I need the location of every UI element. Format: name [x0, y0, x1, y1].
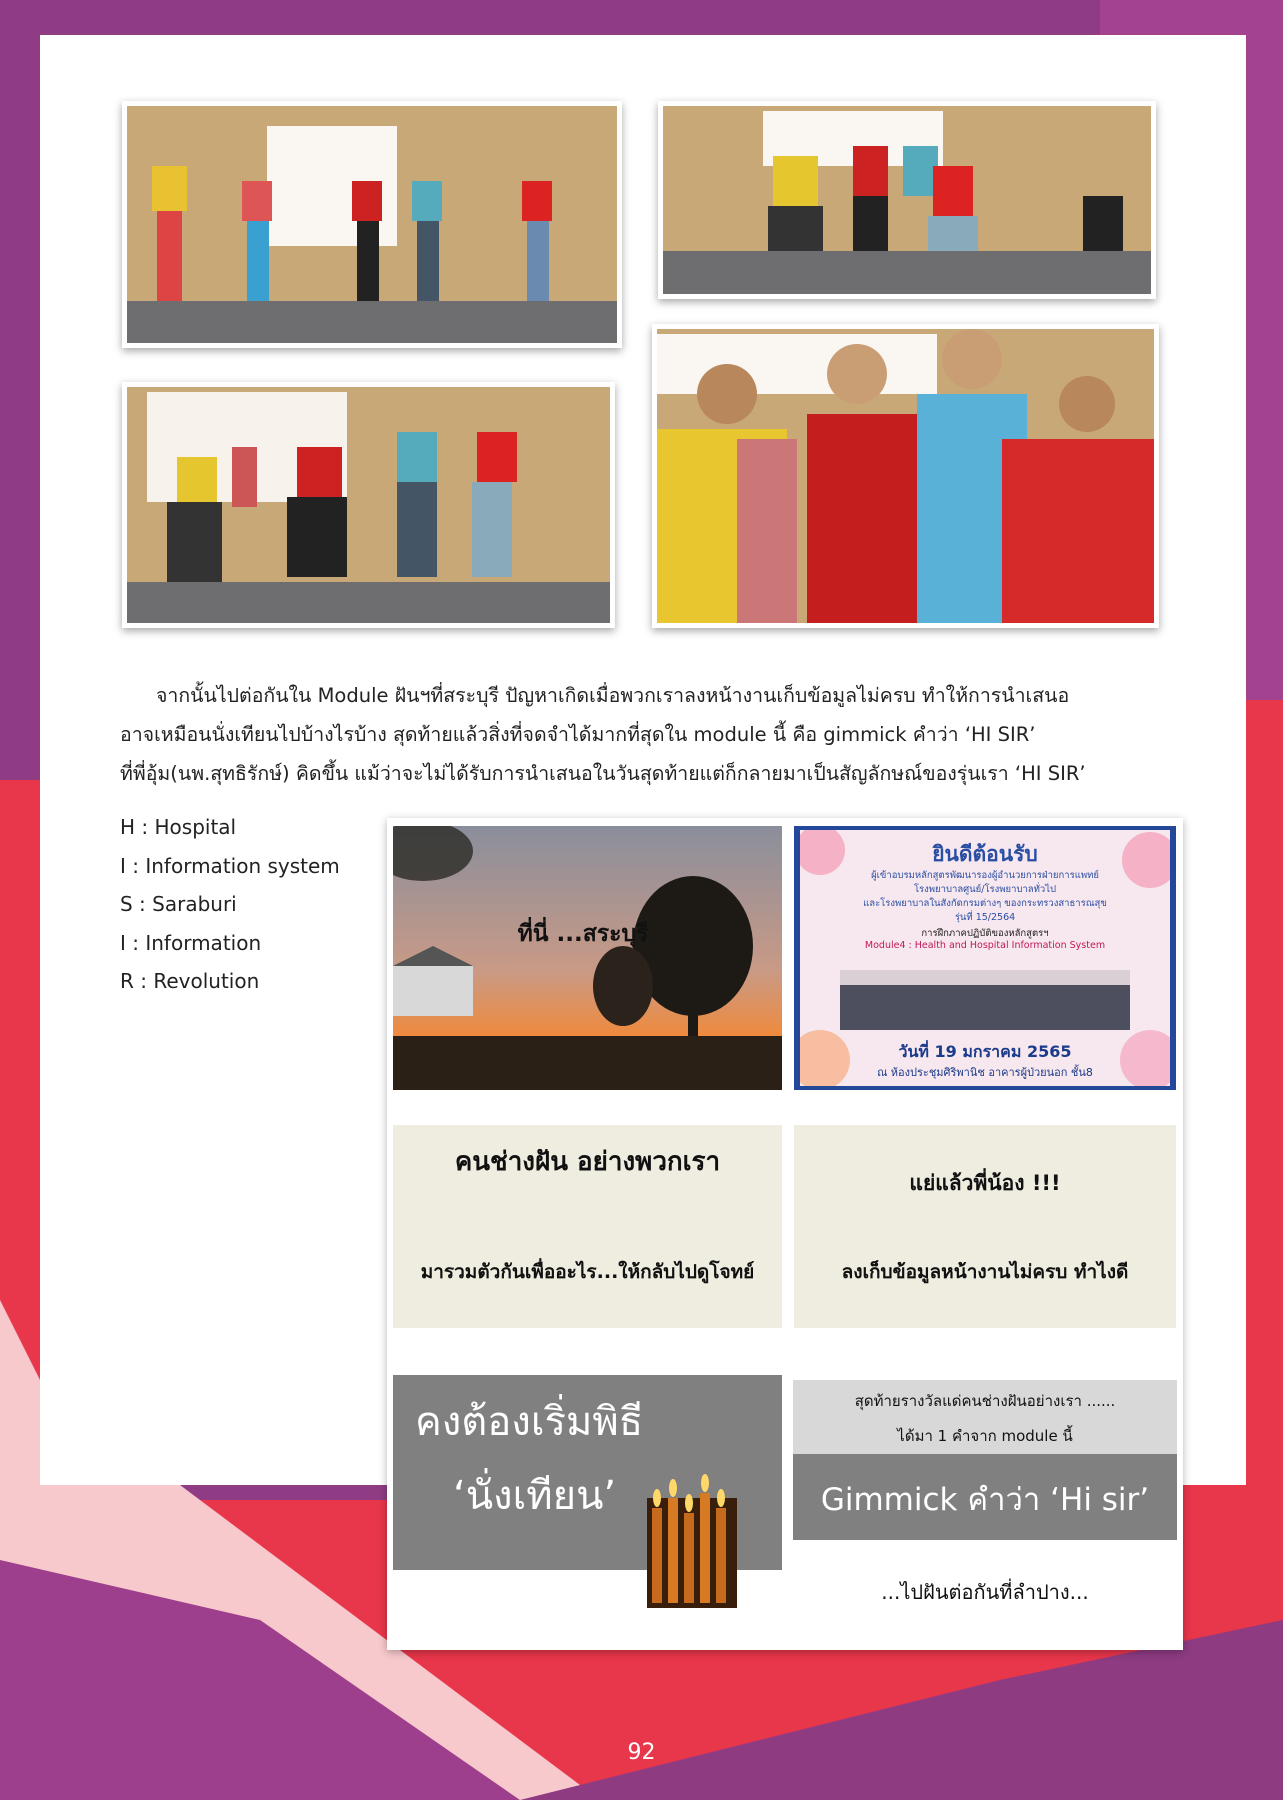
- poster-line: ผู้เข้าอบรมหลักสูตรพัฒนารองผู้อำนวยการฝ่ายการแพทย์: [871, 870, 1099, 881]
- oh-no-text: ลงเก็บข้อมูลหน้างานไม่ครบ ทำไงดี: [841, 1261, 1129, 1283]
- poster-line: โรงพยาบาลศูนย์/โรงพยาบาลทั่วไป: [913, 884, 1057, 895]
- closing-text: ...ไปฝันต่อกันที่ลำปาง...: [881, 1580, 1089, 1604]
- photo-dance-stage-3: [122, 382, 615, 628]
- acronym-item: I : Information: [120, 930, 262, 955]
- acronym-item: H : Hospital: [120, 815, 237, 839]
- poster-line: รุ่นที่ 15/2564: [954, 912, 1016, 923]
- photo-group-handshake: [652, 324, 1159, 628]
- paragraph-line-2: อาจเหมือนนั่งเทียนไปบ้างไรบ้าง สุดท้ายแล้วสิ่งที่จดจำได้มากที่สุดใน module นี้ คือ gimmick คำว่า ‘HI SIR’: [120, 723, 1036, 746]
- award-card: [793, 1380, 1177, 1454]
- welcome-poster: [794, 826, 1176, 1090]
- body-paragraph: [120, 676, 1182, 793]
- gimmick-text: Gimmick คำว่า ‘Hi sir’: [820, 1482, 1150, 1518]
- gimmick-banner: [793, 1454, 1177, 1540]
- acronym-item: S : Saraburi: [120, 892, 237, 916]
- oh-no-heading: แย่แล้วพี่น้อง !!!: [909, 1171, 1061, 1195]
- poster-line: Module4 : Health and Hospital Information System: [864, 940, 1106, 951]
- sunset-photo: [393, 826, 782, 1090]
- page-number: 92: [627, 1740, 656, 1765]
- photo-dance-stage-1: [122, 101, 622, 348]
- ritual-line-1: คงต้องเริ่มพิธี: [415, 1399, 644, 1445]
- photo-dance-stage-2: [658, 101, 1156, 299]
- paragraph-line-3: ที่พี่อุ้ม(นพ.สุทธิรักษ์) คิดขึ้น แม้ว่าจะไม่ได้รับการนำเสนอในวันสุดท้ายแต่ก็กลายมาเป็นสัญลักษณ์ของรุ่นเรา ‘HI SIR’: [120, 762, 1086, 785]
- poster-date: วันที่ 19 มกราคม 2565: [898, 1042, 1072, 1061]
- candles-image: [642, 1468, 742, 1608]
- ritual-line-2: ‘นั่งเทียน’: [453, 1473, 617, 1519]
- acronym-item: I : Information system: [120, 853, 340, 878]
- dreamers-card: [393, 1125, 782, 1328]
- poster-line: การฝึกภาคปฏิบัติของหลักสูตรฯ: [921, 928, 1049, 939]
- hisir-collage: [387, 818, 1183, 1650]
- sunset-caption: ที่นี่ ...สระบุรี: [517, 921, 649, 947]
- poster-venue: ณ ห้องประชุมศิริพานิช อาคารผู้ป่วยนอก ชั้น8: [877, 1066, 1093, 1079]
- oh-no-card: [794, 1125, 1176, 1328]
- poster-title: ยินดีต้อนรับ: [932, 842, 1038, 866]
- hisir-acronym-list: [120, 808, 340, 1001]
- poster-line: และโรงพยาบาลในสังกัดกรมต่างๆ ของกระทรวงสาธารณสุข: [863, 898, 1107, 909]
- paragraph-line-1: จากนั้นไปต่อกันใน Module ฝันฯที่สระบุรี ปัญหาเกิดเมื่อพวกเราลงหน้างานเก็บข้อมูลไม่ครบ ทำให้การนำเสนอ: [156, 684, 1070, 707]
- dreamers-text: มารวมตัวกันเพื่ออะไร...ให้กลับไปดูโจทย์: [420, 1261, 755, 1283]
- dreamers-heading: คนช่างฝัน อย่างพวกเรา: [454, 1147, 721, 1177]
- award-line-2: ได้มา 1 คำจาก module นี้: [897, 1427, 1073, 1445]
- award-line-1: สุดท้ายรางวัลแด่คนช่างฝันอย่างเรา ......: [854, 1392, 1116, 1410]
- acronym-item: R : Revolution: [120, 969, 260, 993]
